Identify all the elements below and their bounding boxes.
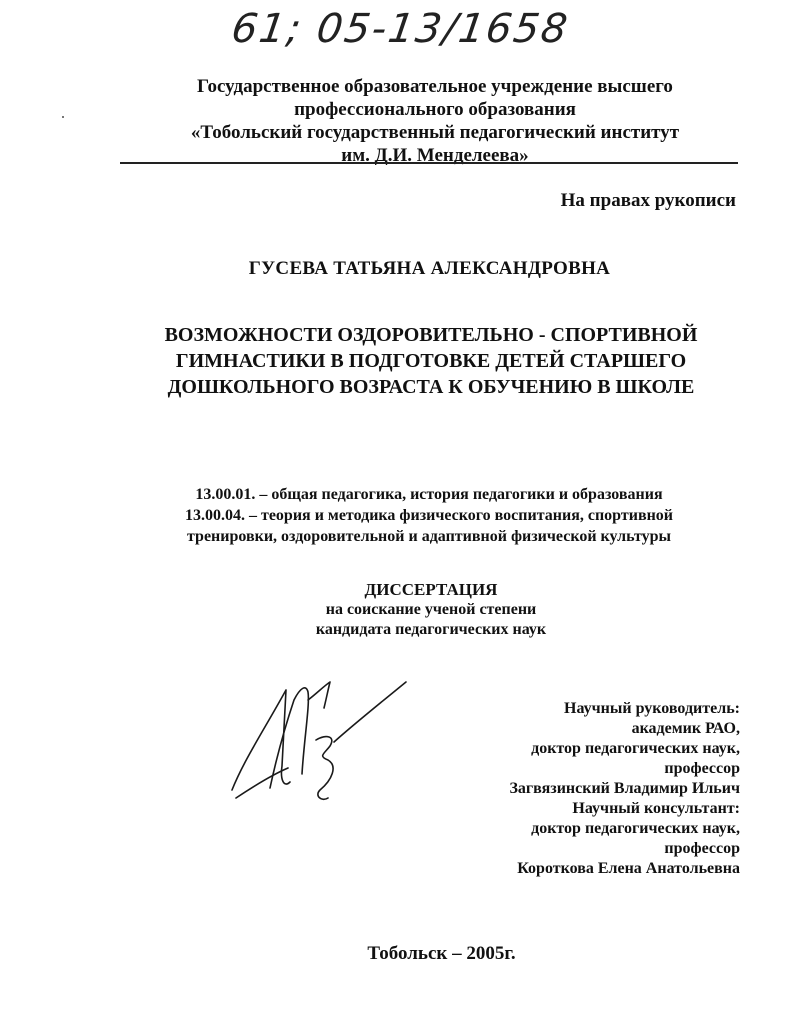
- advisor-line: Загвязинский Владимир Ильич: [509, 780, 740, 797]
- dissertation-title: [36, 322, 799, 400]
- specialty-line: 13.00.01. – общая педагогика, история педагогики и образования: [195, 486, 663, 503]
- dissertation-heading: ДИССЕРТАЦИЯ: [364, 580, 498, 599]
- dissertation-type: [36, 580, 799, 640]
- advisor-line: доктор педагогических наук,: [531, 740, 740, 757]
- header-divider: [120, 162, 738, 164]
- advisor-line: профессор: [664, 760, 740, 777]
- city-year: Тобольск – 2005г.: [367, 943, 516, 964]
- degree-line: на соискание ученой степени: [325, 601, 537, 618]
- institution-line: им. Д.И. Менделеева»: [341, 145, 529, 166]
- institution-line: Государственное образовательное учреждение высшего: [197, 76, 673, 97]
- specialty-line: 13.00.04. – теория и методика физического воспитания, спортивной: [184, 507, 674, 524]
- title-line: ДОШКОЛЬНОГО ВОЗРАСТА К ОБУЧЕНИЮ В ШКОЛЕ: [167, 376, 695, 398]
- specialty-line: тренировки, оздоровительной и адаптивной физической культуры: [186, 528, 672, 545]
- handwritten-signature: [224, 670, 424, 830]
- advisor-line: профессор: [664, 840, 740, 857]
- degree-line: кандидата педагогических наук: [315, 621, 547, 638]
- advisors-block: [509, 699, 740, 879]
- specialty-codes: [34, 484, 799, 547]
- title-line: ВОЗМОЖНОСТИ ОЗДОРОВИТЕЛЬНО - СПОРТИВНОЙ: [164, 324, 698, 346]
- advisor-line: академик РАО,: [631, 720, 740, 737]
- advisor-line: Научный руководитель:: [564, 700, 740, 717]
- institution-line: «Тобольский государственный педагогический институт: [190, 122, 680, 143]
- institution-line: профессионального образования: [294, 99, 576, 120]
- handwritten-archive-code: 61; 05-13/1658: [228, 6, 572, 52]
- rights-note: На правах рукописи: [560, 190, 736, 211]
- institution-header: [40, 75, 799, 167]
- advisor-line: Научный консультант:: [572, 800, 740, 817]
- title-line: ГИМНАСТИКИ В ПОДГОТОВКЕ ДЕТЕЙ СТАРШЕГО: [175, 350, 687, 372]
- advisor-line: доктор педагогических наук,: [531, 820, 740, 837]
- author-name: ГУСЕВА ТАТЬЯНА АЛЕКСАНДРОВНА: [248, 258, 611, 279]
- advisor-line: Короткова Елена Анатольевна: [517, 860, 740, 877]
